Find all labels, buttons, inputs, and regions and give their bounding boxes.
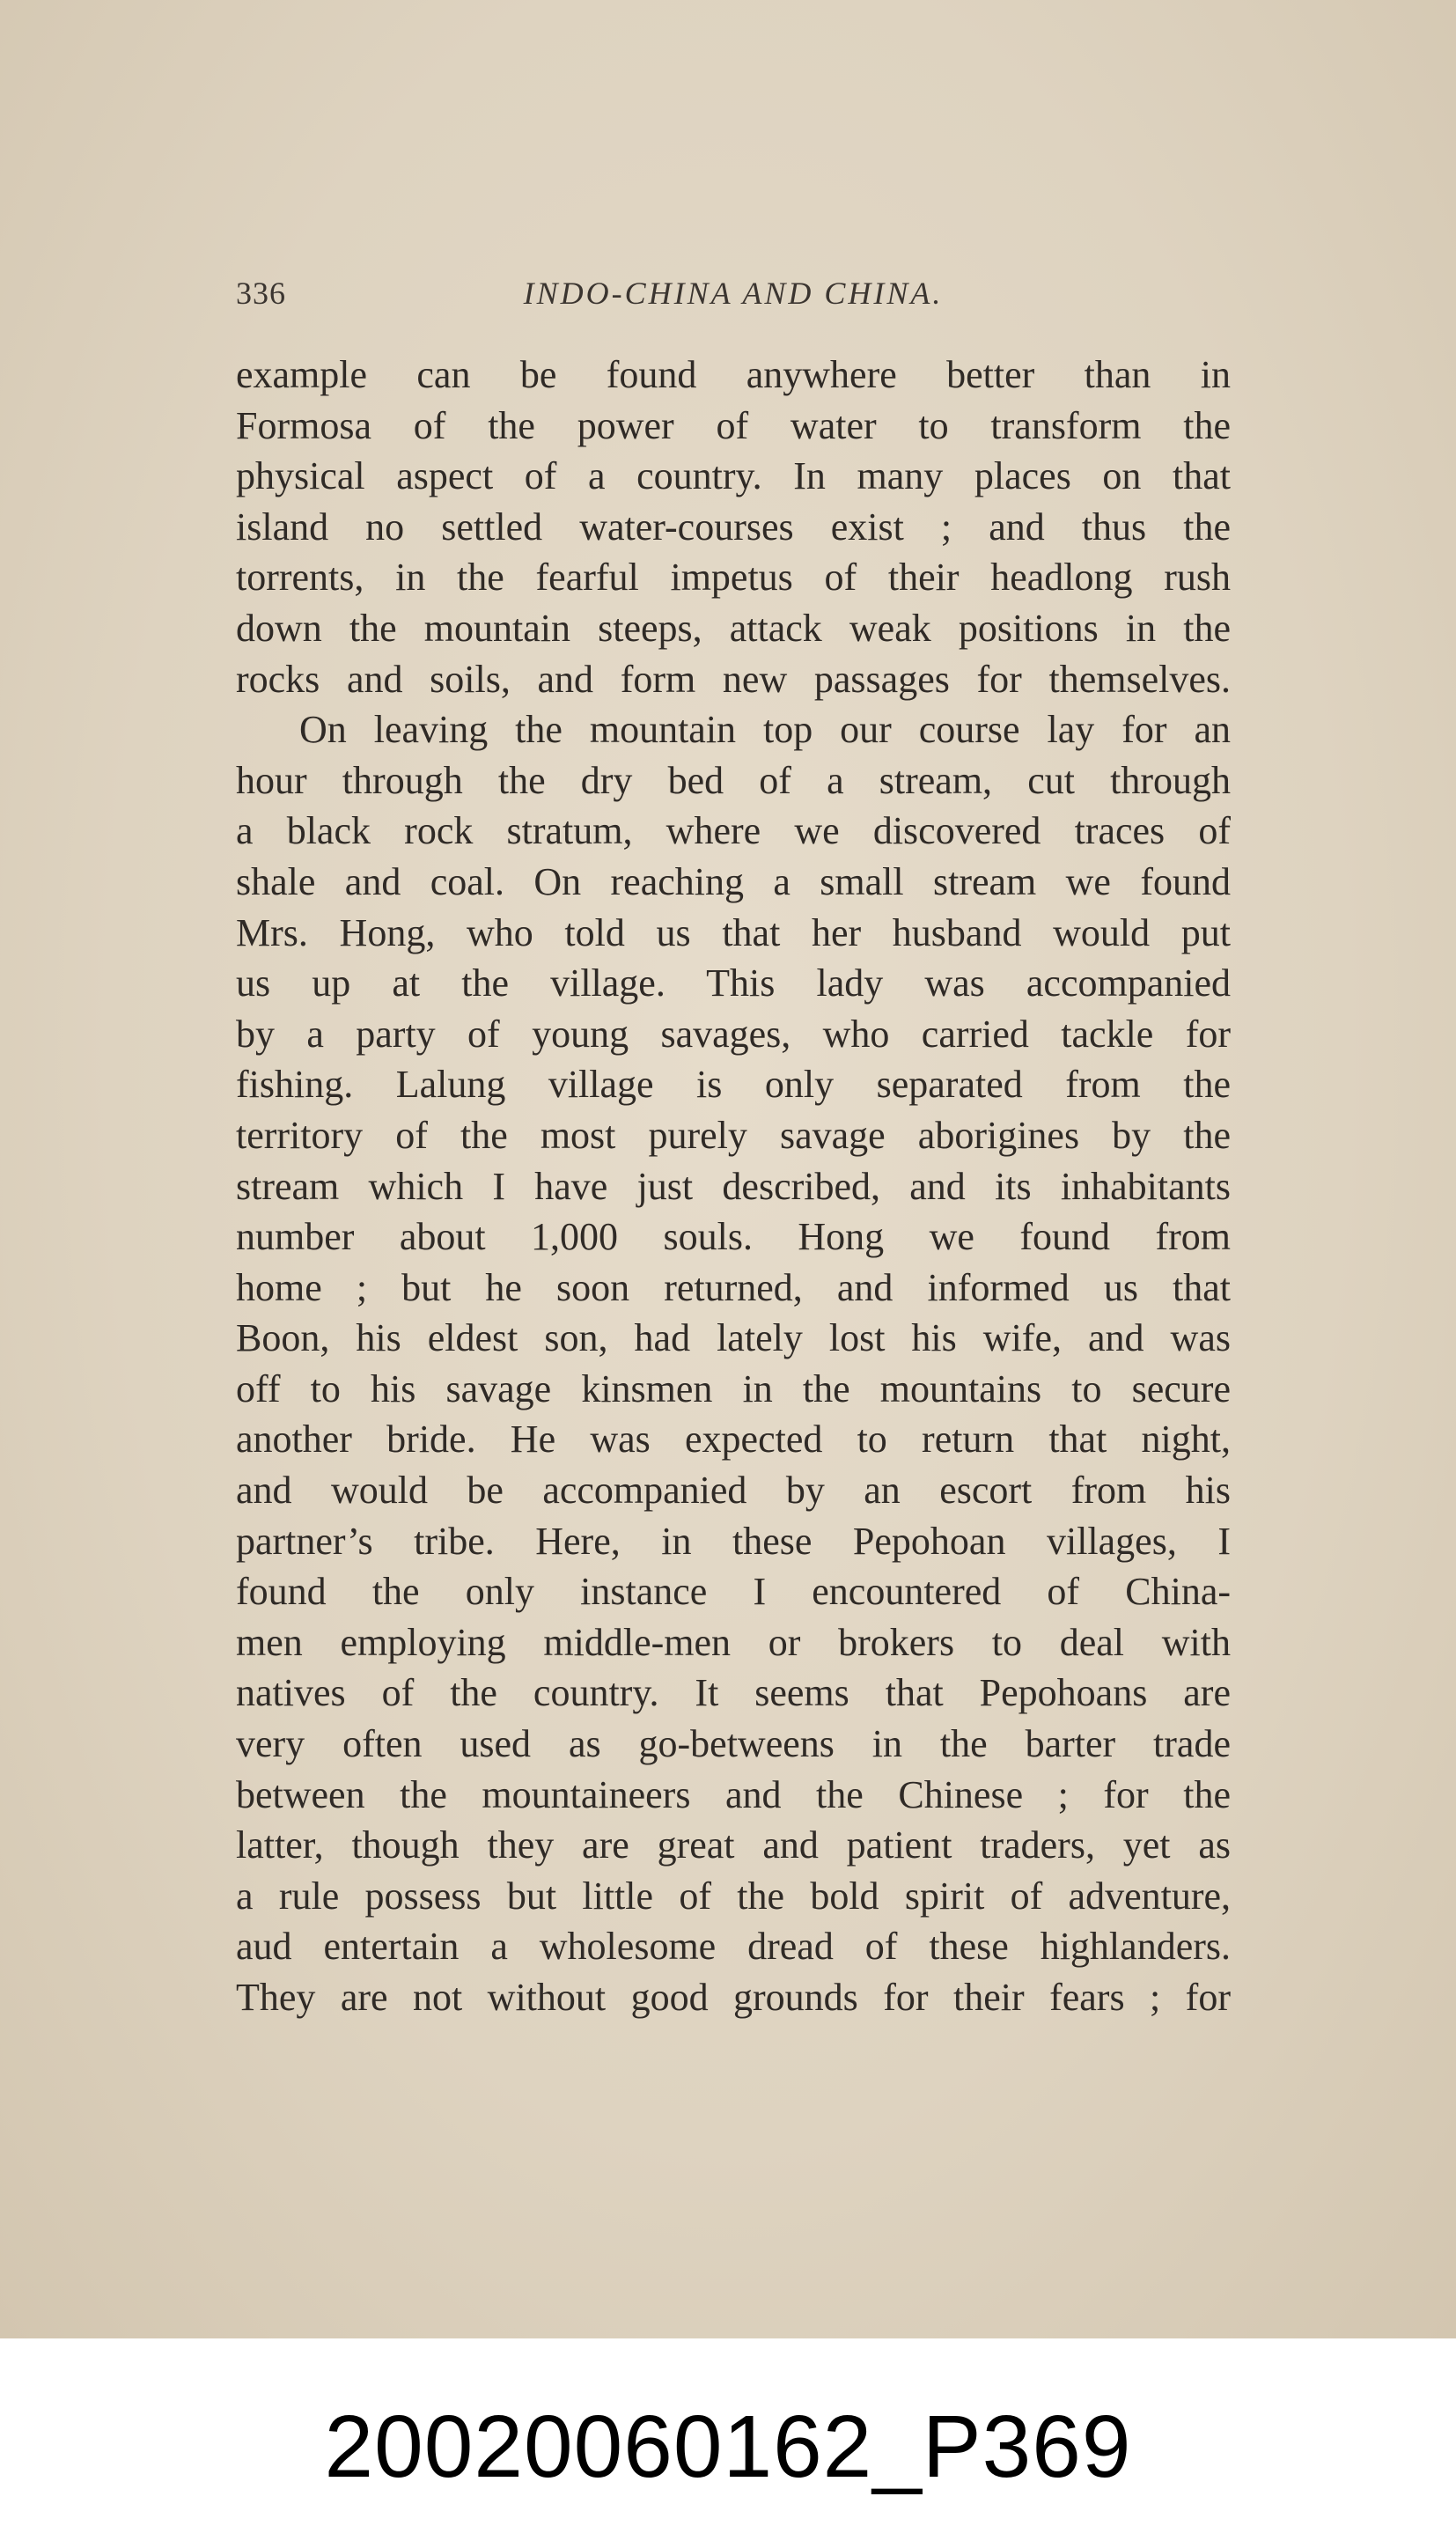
image-label-strip <box>0 2338 1456 2548</box>
text-line: territory of the most purely savage aborigines by the <box>236 1113 1231 1157</box>
text-line: between the mountaineers and the Chinese ; for the <box>236 1772 1231 1816</box>
text-line: off to his savage kinsmen in the mountains to secure <box>236 1366 1231 1410</box>
text-line: example can be found anywhere better than in <box>236 353 1231 396</box>
text-line: very often used as go-betweens in the barter trade <box>236 1722 1231 1766</box>
text-line: Mrs. Hong, who told us that her husband would put <box>236 910 1231 954</box>
text-line: us up at the village. This lady was accompanied <box>236 961 1231 1005</box>
text-line: home ; but he soon returned, and informed us that <box>236 1265 1231 1309</box>
text-line: rocks and soils, and form new passages for themselves. <box>236 657 1231 701</box>
text-line: stream which I have just described, and its inhabitants <box>236 1164 1231 1208</box>
text-line: shale and coal. On reaching a small stream we found <box>236 859 1231 903</box>
page-header <box>236 275 1231 317</box>
text-line: latter, though they are great and patient traders, yet as <box>236 1823 1231 1867</box>
page-number: 336 <box>236 276 286 311</box>
text-line: Formosa of the power of water to transform the <box>236 403 1231 447</box>
text-line: and would be accompanied by an escort from his <box>236 1469 1231 1513</box>
text-line: hour through the dry bed of a stream, cut through <box>236 758 1231 802</box>
text-line: men employing middle-men or brokers to deal with <box>236 1620 1231 1664</box>
text-line: natives of the country. It seems that Pepohoans are <box>236 1671 1231 1715</box>
text-line: aud entertain a wholesome dread of these highlanders. <box>236 1925 1231 1969</box>
text-line: found the only instance I encountered of China- <box>236 1570 1231 1614</box>
text-line: a black rock stratum, where we discovered traces of <box>236 809 1231 853</box>
text-line: They are not without good grounds for their fears ; for <box>236 1976 1231 2019</box>
text-line: island no settled water-courses exist ; and thus the <box>236 504 1231 549</box>
text-line: physical aspect of a country. In many places on that <box>236 454 1231 498</box>
text-line: number about 1,000 souls. Hong we found from <box>236 1215 1231 1259</box>
running-head: INDO-CHINA AND CHINA. <box>523 276 944 311</box>
text-line: Boon, his eldest son, had lately lost his wife, and was <box>236 1316 1231 1360</box>
text-line: another bride. He was expected to return that night, <box>236 1418 1231 1462</box>
image-label: 20020060162_P369 <box>324 2397 1132 2496</box>
text-line: fishing. Lalung village is only separated from the <box>236 1063 1231 1107</box>
body-text <box>236 350 1231 2023</box>
text-line: down the mountain steeps, attack weak positions in the <box>236 606 1231 650</box>
text-line: partner’s tribe. Here, in these Pepohoan villages, I <box>236 1519 1231 1563</box>
text-line: a rule possess but little of the bold spirit of adventure, <box>236 1874 1231 1918</box>
text-line: torrents, in the fearful impetus of their headlong rush <box>236 556 1231 600</box>
text-line: by a party of young savages, who carried tackle for <box>236 1012 1231 1056</box>
text-line: On leaving the mountain top our course lay for an <box>299 708 1231 752</box>
